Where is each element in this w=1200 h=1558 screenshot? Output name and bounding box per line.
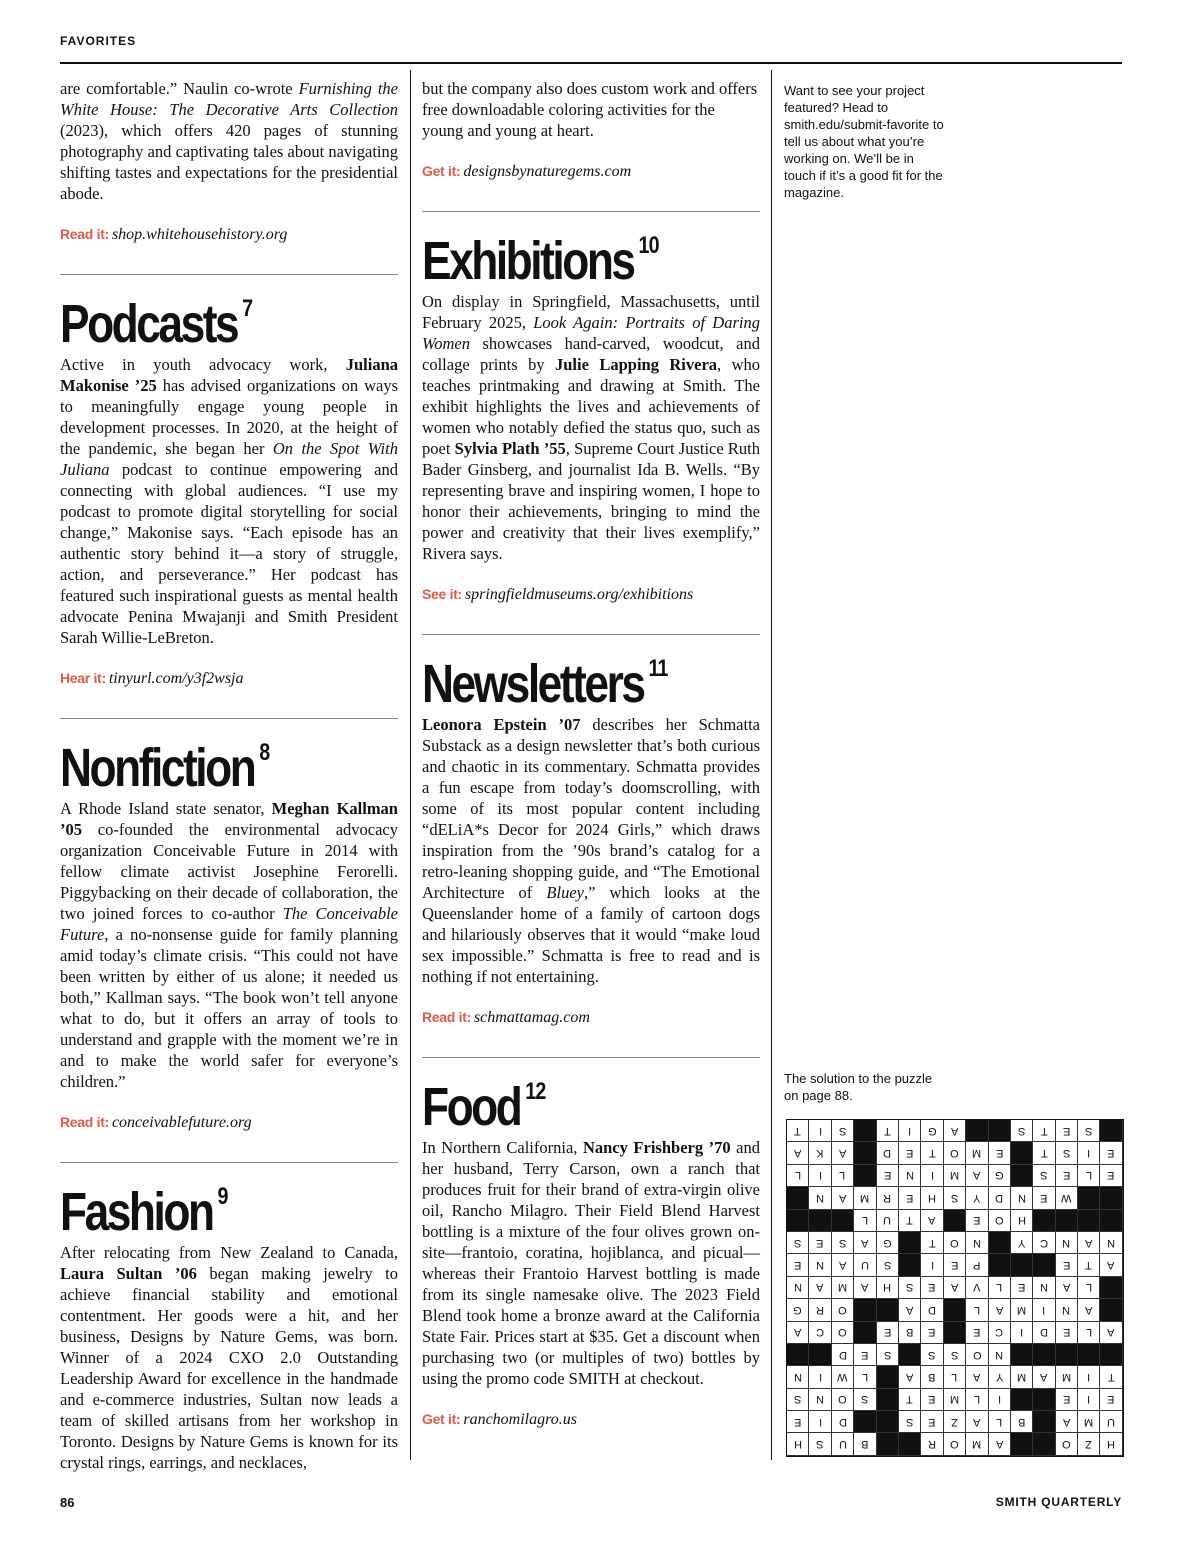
newsletters-section	[422, 634, 760, 1027]
crossword-cell: N	[1033, 1277, 1055, 1299]
crossword-black-square	[854, 1142, 876, 1164]
crossword-cell: R	[921, 1433, 943, 1455]
crossword-cell: Y	[966, 1187, 988, 1209]
crossword-black-square	[1100, 1344, 1122, 1366]
crossword-black-square	[989, 1232, 1011, 1254]
crossword-cell: A	[832, 1187, 854, 1209]
crossword-cell: N	[1011, 1187, 1033, 1209]
crossword-black-square	[1011, 1165, 1033, 1187]
crossword-cell: E	[966, 1322, 988, 1344]
crossword-cell: I	[809, 1120, 831, 1142]
crossword-black-square	[877, 1366, 899, 1388]
crossword-cell: V	[966, 1277, 988, 1299]
crossword-black-square	[1011, 1389, 1033, 1411]
crossword-cell: I	[809, 1366, 831, 1388]
crossword-cell: O	[966, 1344, 988, 1366]
crossword-cell: E	[1056, 1165, 1078, 1187]
crossword-cell: E	[1100, 1142, 1122, 1164]
fashion-section	[60, 1162, 398, 1473]
crossword-cell: B	[1011, 1411, 1033, 1433]
crossword-cell: M	[944, 1389, 966, 1411]
crossword-cell: L	[944, 1366, 966, 1388]
crossword-cell: R	[877, 1187, 899, 1209]
crossword-black-square	[899, 1344, 921, 1366]
crossword-cell: Z	[944, 1411, 966, 1433]
crossword-black-square	[809, 1344, 831, 1366]
crossword-cell: C	[1033, 1232, 1055, 1254]
crossword-black-square	[1100, 1299, 1122, 1321]
crossword-cell: H	[921, 1187, 943, 1209]
exhibitions-heading: Exhibitions $^{10}$	[422, 231, 659, 291]
crossword-black-square	[1011, 1142, 1033, 1164]
crossword-cell: T	[1033, 1120, 1055, 1142]
crossword-cell: U	[854, 1254, 876, 1276]
crossword-cell: T	[1078, 1254, 1100, 1276]
crossword-cell: A	[809, 1277, 831, 1299]
crossword-black-square	[944, 1210, 966, 1232]
crossword-cell: E	[877, 1322, 899, 1344]
crossword-cell: H	[1100, 1433, 1122, 1455]
crossword-cell: S	[809, 1433, 831, 1455]
podcasts-heading: Podcasts $^7$	[60, 294, 253, 354]
crossword-black-square	[877, 1389, 899, 1411]
crossword-cell: A	[832, 1254, 854, 1276]
crossword-cell: A	[1078, 1299, 1100, 1321]
crossword-cell: A	[854, 1277, 876, 1299]
crossword-cell: U	[1100, 1411, 1122, 1433]
crossword-cell: N	[1100, 1232, 1122, 1254]
crossword-cell: H	[1011, 1210, 1033, 1232]
nonfiction-body: A Rhode Island state senator, Meghan Kallman ’05 co-founded the environmental advocacy organization Conceivable Future in 2014 with fellow climate activist Josephine Ferorelli. Piggybacking on their decade of collaboration, the two joined forces to co-author The Conceivable Future, a no-nonsense guide for family planning amid today’s climate crisis. “This could not have been written by either of us alone; it needed us both,” Kallman says. “The book won’t tell anyone what to do, but it offers an array of tools to understand and grapple with the moment we’re in and to make the world safer for everyone’s children.”	[60, 799, 399, 1091]
crossword-cell: A	[899, 1366, 921, 1388]
crossword-cell: S	[1011, 1120, 1033, 1142]
crossword-cell: P	[966, 1254, 988, 1276]
crossword-cell: N	[989, 1344, 1011, 1366]
crossword-cell: M	[854, 1187, 876, 1209]
column-1	[60, 78, 398, 1473]
crossword-cell: A	[787, 1322, 809, 1344]
crossword-cell: A	[989, 1433, 1011, 1455]
crossword-cell: I	[899, 1120, 921, 1142]
crossword-cell: I	[1011, 1322, 1033, 1344]
crossword-black-square	[877, 1411, 899, 1433]
crossword-cell: L	[854, 1366, 876, 1388]
crossword-cell: A	[966, 1411, 988, 1433]
crossword-cell: S	[921, 1344, 943, 1366]
crossword-black-square	[944, 1322, 966, 1344]
crossword-cell: D	[1033, 1322, 1055, 1344]
crossword-cell: U	[877, 1210, 899, 1232]
crossword-cell: L	[1078, 1165, 1100, 1187]
crossword-black-square	[832, 1210, 854, 1232]
crossword-cell: E	[989, 1142, 1011, 1164]
crossword-cell: E	[921, 1277, 943, 1299]
crossword-cell: A	[944, 1120, 966, 1142]
crossword-cell: D	[832, 1344, 854, 1366]
crossword-black-square	[1011, 1344, 1033, 1366]
crossword-cell: A	[944, 1277, 966, 1299]
column-divider	[410, 70, 411, 1460]
crossword-cell: B	[854, 1433, 876, 1455]
crossword-cell: A	[854, 1232, 876, 1254]
crossword-cell: E	[899, 1142, 921, 1164]
crossword-cell: N	[899, 1165, 921, 1187]
crossword-cell: E	[1056, 1389, 1078, 1411]
crossword-cell: T	[1100, 1366, 1122, 1388]
crossword-cell: I	[921, 1254, 943, 1276]
crossword-cell: E	[877, 1165, 899, 1187]
crossword-cell: A	[1056, 1411, 1078, 1433]
crossword-black-square	[899, 1433, 921, 1455]
crossword-cell: H	[787, 1433, 809, 1455]
crossword-cell: E	[944, 1254, 966, 1276]
crossword-black-square	[944, 1299, 966, 1321]
crossword-cell: T	[1033, 1142, 1055, 1164]
crossword-black-square	[1056, 1210, 1078, 1232]
crossword-cell: L	[832, 1165, 854, 1187]
crossword-cell: O	[944, 1433, 966, 1455]
crossword-cell: I	[921, 1165, 943, 1187]
crossword-cell: Y	[989, 1366, 1011, 1388]
crossword-cell: E	[809, 1232, 831, 1254]
crossword-cell: N	[787, 1277, 809, 1299]
crossword-cell: A	[787, 1142, 809, 1164]
crossword-cell: S	[1056, 1142, 1078, 1164]
crossword-cell: W	[1056, 1187, 1078, 1209]
crossword-black-square	[989, 1120, 1011, 1142]
crossword-black-square	[854, 1165, 876, 1187]
crossword-black-square	[1078, 1344, 1100, 1366]
fashion-link[interactable]: Get it: designsbynaturegems.com	[422, 163, 632, 180]
crossword-black-square	[1033, 1254, 1055, 1276]
newsletters-heading: Newsletters $^{11}$	[422, 654, 668, 714]
crossword-cell: W	[832, 1366, 854, 1388]
crossword-cell: M	[966, 1142, 988, 1164]
section-label: FAVORITES	[60, 34, 137, 48]
crossword-black-square	[809, 1210, 831, 1232]
crossword-cell: D	[989, 1187, 1011, 1209]
crossword-cell: E	[1033, 1187, 1055, 1209]
crossword-cell: Y	[1011, 1232, 1033, 1254]
crossword-cell: G	[989, 1165, 1011, 1187]
crossword-cell: A	[832, 1142, 854, 1164]
crossword-black-square	[966, 1120, 988, 1142]
crossword-cell: S	[787, 1232, 809, 1254]
crossword-black-square	[989, 1254, 1011, 1276]
crossword-black-square	[1033, 1389, 1055, 1411]
crossword-black-square	[1033, 1210, 1055, 1232]
crossword-black-square	[1100, 1187, 1122, 1209]
crossword-cell: A	[1100, 1254, 1122, 1276]
exhibitions-link[interactable]: See it: springfieldmuseums.org/exhibitions	[422, 586, 694, 603]
fashion-body: After relocating from New Zealand to Canada, Laura Sultan ’06 began making jewelry to achieve financial stability and emotional contentment. Her goods were a hit, and her business, Designs by Nature Gems, was born. Winner of a 2024 CXO 2.0 Outstanding Leadership Award for excellence in the handmade and e-commerce industries, Sultan now leads a team of skilled artisans from her workshop in Toronto. Designs by Nature Gems is known for its crystal rings, earrings, and necklaces,	[60, 1243, 399, 1472]
crossword-cell: O	[989, 1210, 1011, 1232]
crossword-cell: A	[1056, 1277, 1078, 1299]
crossword-cell: T	[921, 1232, 943, 1254]
crossword-cell: A	[1100, 1322, 1122, 1344]
crossword-cell: S	[832, 1232, 854, 1254]
magazine-name: SMITH QUARTERLY	[995, 1495, 1122, 1509]
crossword-cell: M	[1078, 1411, 1100, 1433]
solution-caption: The solution to the puzzle on page 88.	[784, 1071, 933, 1103]
fashion-continued: but the company also does custom work and offers free downloadable coloring activities for the young and young at heart.	[422, 79, 758, 140]
crossword-cell: E	[787, 1411, 809, 1433]
crossword-cell: E	[921, 1389, 943, 1411]
crossword-cell: Z	[1078, 1433, 1100, 1455]
crossword-cell: M	[1056, 1366, 1078, 1388]
crossword-cell: O	[832, 1299, 854, 1321]
crossword-cell: E	[1056, 1120, 1078, 1142]
crossword-cell: N	[809, 1254, 831, 1276]
crossword-black-square	[1033, 1433, 1055, 1455]
crossword-cell: A	[899, 1299, 921, 1321]
crossword-cell: S	[944, 1187, 966, 1209]
crossword-cell: I	[1078, 1366, 1100, 1388]
crossword-cell: D	[921, 1299, 943, 1321]
crossword-cell: S	[787, 1389, 809, 1411]
crossword-cell: I	[809, 1165, 831, 1187]
crossword-cell: B	[899, 1322, 921, 1344]
crossword-cell: E	[921, 1322, 943, 1344]
crossword-cell: L	[1078, 1277, 1100, 1299]
crossword-cell: T	[921, 1142, 943, 1164]
crossword-cell: U	[832, 1433, 854, 1455]
crossword-cell: A	[921, 1210, 943, 1232]
crossword-cell: I	[809, 1411, 831, 1433]
food-heading: Food $^{12}$	[422, 1077, 546, 1137]
crossword-black-square	[1100, 1210, 1122, 1232]
crossword-black-square	[1033, 1344, 1055, 1366]
crossword-cell: L	[989, 1277, 1011, 1299]
crossword-cell: A	[1078, 1232, 1100, 1254]
podcasts-body: Active in youth advocacy work, Juliana Makonise ’25 has advised organizations on ways to meaningfully engage young people in development processes. In 2020, at the height of the pandemic, she began her On the Spot With Juliana podcast to continue empowering and connecting with global audiences. “I use my podcast to promote digital storytelling for social change,” Makonise says. “Each episode has an authentic story behind it—a story of struggle, action, and perseverance.” Her podcast has featured such inspirational guests as mental health advocate Penina Mwajanji and Smith President Sarah Willie-LeBreton.	[60, 355, 399, 647]
crossword-cell: T	[899, 1389, 921, 1411]
podcasts-section	[60, 274, 398, 688]
nonfiction-heading: Nonfiction $^8$	[60, 738, 270, 798]
crossword-cell: G	[877, 1232, 899, 1254]
crossword-cell: E	[1056, 1254, 1078, 1276]
crossword-cell: I	[989, 1389, 1011, 1411]
crossword-black-square	[1078, 1210, 1100, 1232]
crossword-cell: E	[854, 1344, 876, 1366]
crossword-cell: E	[921, 1411, 943, 1433]
crossword-black-square	[1056, 1344, 1078, 1366]
crossword-cell: N	[1056, 1232, 1078, 1254]
intro-link[interactable]: Read it: shop.whitehousehistory.org	[60, 226, 288, 243]
crossword-black-square	[1011, 1433, 1033, 1455]
crossword-cell: E	[1100, 1165, 1122, 1187]
crossword-black-square	[877, 1299, 899, 1321]
crossword-black-square	[787, 1210, 809, 1232]
crossword-cell: N	[809, 1187, 831, 1209]
crossword-black-square	[854, 1322, 876, 1344]
crossword-cell: S	[832, 1120, 854, 1142]
crossword-cell: I	[1078, 1142, 1100, 1164]
crossword-cell: D	[832, 1411, 854, 1433]
crossword-cell: H	[877, 1277, 899, 1299]
column-2	[422, 78, 760, 1429]
crossword-cell: M	[1011, 1366, 1033, 1388]
crossword-cell: L	[1078, 1322, 1100, 1344]
crossword-cell: I	[1033, 1299, 1055, 1321]
crossword-cell: G	[921, 1120, 943, 1142]
newsletters-body: Leonora Epstein ’07 describes her Schmatta Substack as a design newsletter that’s both curious and chaotic in its commentary. Schmatta provides a fun escape from today’s doomscrolling, with some of its most popular content including “dELiA*s Decor for 2024 Girls,” which draws inspiration from the ’90s brand’s catalog for a retro-leaning shopping guide, and “The Emotional Architecture of Bluey,” which looks at the Queenslander home of a family of cartoon dogs and hilariously observes that it would “make loud sex impossible.” Schmatta is free to read and is nothing if not entertaining.	[422, 715, 761, 986]
crossword-cell: L	[966, 1389, 988, 1411]
crossword-cell: S	[899, 1411, 921, 1433]
crossword-black-square	[1078, 1187, 1100, 1209]
newsletters-link[interactable]: Read it: schmattamag.com	[422, 1009, 590, 1026]
column-divider	[771, 70, 772, 1460]
crossword-cell: M	[944, 1165, 966, 1187]
crossword-cell: N	[1056, 1299, 1078, 1321]
crossword-cell: A	[1033, 1366, 1055, 1388]
crossword-cell: T	[877, 1120, 899, 1142]
crossword-cell: T	[899, 1210, 921, 1232]
nonfiction-link[interactable]: Read it: conceivablefuture.org	[60, 1114, 252, 1131]
crossword-cell: S	[899, 1277, 921, 1299]
crossword-cell: E	[966, 1210, 988, 1232]
submission-note: Want to see your project featured? Head to smith.edu/submit-favorite to tell us about what you’re working on. We’ll be in touch if it’s a good fit for the magazine.	[784, 83, 944, 200]
fashion-heading: Fashion $^9$	[60, 1182, 228, 1242]
crossword-cell: M	[832, 1277, 854, 1299]
crossword-cell: N	[966, 1232, 988, 1254]
crossword-black-square	[1011, 1254, 1033, 1276]
header-rule	[60, 62, 1122, 64]
crossword-cell: E	[899, 1187, 921, 1209]
crossword-black-square	[899, 1232, 921, 1254]
crossword-cell: S	[877, 1344, 899, 1366]
crossword-black-square	[787, 1187, 809, 1209]
crossword-cell: O	[944, 1232, 966, 1254]
crossword-cell: L	[989, 1411, 1011, 1433]
crossword-cell: T	[787, 1120, 809, 1142]
crossword-black-square	[1100, 1120, 1122, 1142]
crossword-cell: D	[877, 1142, 899, 1164]
crossword-cell: S	[1078, 1120, 1100, 1142]
crossword-cell: L	[787, 1165, 809, 1187]
crossword-cell: I	[1078, 1389, 1100, 1411]
food-body: In Northern California, Nancy Frishberg ’70 and her husband, Terry Carson, own a ranch that produces fruit for their brand of extra-virgin olive oil, Rancho Milagro. Their Field Blend Harvest bottling is a mixture of the four olives grown on-site—frantoio, coratina, hojiblanca, and picual—whereas their Frantoio Harvest bottling is made from its single namesake olive. The 2023 Field Blend took home a bronze award at the California State Fair. Prices start at $35. Get a discount when purchasing two (or multiples of two) bottles by using the promo code SMITH at checkout.	[422, 1138, 761, 1388]
crossword-black-square	[787, 1344, 809, 1366]
crossword-cell: S	[944, 1344, 966, 1366]
food-link[interactable]: Get it: ranchomilagro.us	[422, 1411, 577, 1428]
page-number: 86	[60, 1495, 75, 1510]
exhibitions-section	[422, 211, 760, 604]
crossword-solution-grid	[786, 1119, 1124, 1457]
crossword-cell: A	[989, 1299, 1011, 1321]
crossword-black-square	[854, 1120, 876, 1142]
crossword-cell: A	[966, 1165, 988, 1187]
crossword-cell: K	[809, 1142, 831, 1164]
crossword-cell: L	[854, 1210, 876, 1232]
crossword-black-square	[1100, 1277, 1122, 1299]
crossword-cell: G	[787, 1299, 809, 1321]
crossword-black-square	[899, 1254, 921, 1276]
crossword-cell: L	[966, 1299, 988, 1321]
crossword-cell: R	[809, 1299, 831, 1321]
podcasts-link[interactable]: Hear it: tinyurl.com/y3f2wsja	[60, 670, 244, 687]
crossword-black-square	[877, 1433, 899, 1455]
crossword-cell: A	[966, 1366, 988, 1388]
crossword-cell: E	[787, 1254, 809, 1276]
crossword-cell: C	[989, 1322, 1011, 1344]
crossword-cell: N	[787, 1366, 809, 1388]
crossword-cell: M	[1011, 1299, 1033, 1321]
crossword-cell: S	[877, 1254, 899, 1276]
crossword-cell: B	[921, 1366, 943, 1388]
crossword-cell: O	[944, 1142, 966, 1164]
crossword-cell: O	[1056, 1433, 1078, 1455]
food-section	[422, 1057, 760, 1429]
crossword-black-square	[854, 1411, 876, 1433]
crossword-cell: E	[1056, 1322, 1078, 1344]
exhibitions-body: On display in Springfield, Massachusetts, until February 2025, Look Again: Portraits of Daring Women showcases hand-carved, woodcut, and collage prints by Julie Lapping Rivera, who teaches printmaking and drawing at Smith. The exhibit highlights the lives and achievements of women who notably defied the status quo, such as poet Sylvia Plath ’55, Supreme Court Justice Ruth Bader Ginsberg, and journalist Ida B. Wells. “By representing brave and inspiring women, I hope to honor their achievements, bringing to mind the power and creativity that their lives exemplify,” Rivera says.	[422, 292, 760, 563]
crossword-black-square	[1033, 1411, 1055, 1433]
crossword-cell: N	[809, 1389, 831, 1411]
crossword-cell: M	[966, 1433, 988, 1455]
intro-paragraph: are comfortable.” Naulin co-wrote Furnishing the White House: The Decorative Arts Collection (2023), which offers 420 pages of stunning photography and captivating tales about navigating shifting tastes and expectations for the presidential abode.	[60, 79, 398, 203]
crossword-cell: E	[1100, 1389, 1122, 1411]
crossword-cell: O	[832, 1322, 854, 1344]
crossword-cell: E	[1011, 1277, 1033, 1299]
crossword-black-square	[854, 1299, 876, 1321]
crossword-cell: S	[1033, 1165, 1055, 1187]
crossword-cell: S	[854, 1389, 876, 1411]
crossword-cell: O	[832, 1389, 854, 1411]
crossword-cell: C	[809, 1322, 831, 1344]
nonfiction-section	[60, 718, 398, 1132]
